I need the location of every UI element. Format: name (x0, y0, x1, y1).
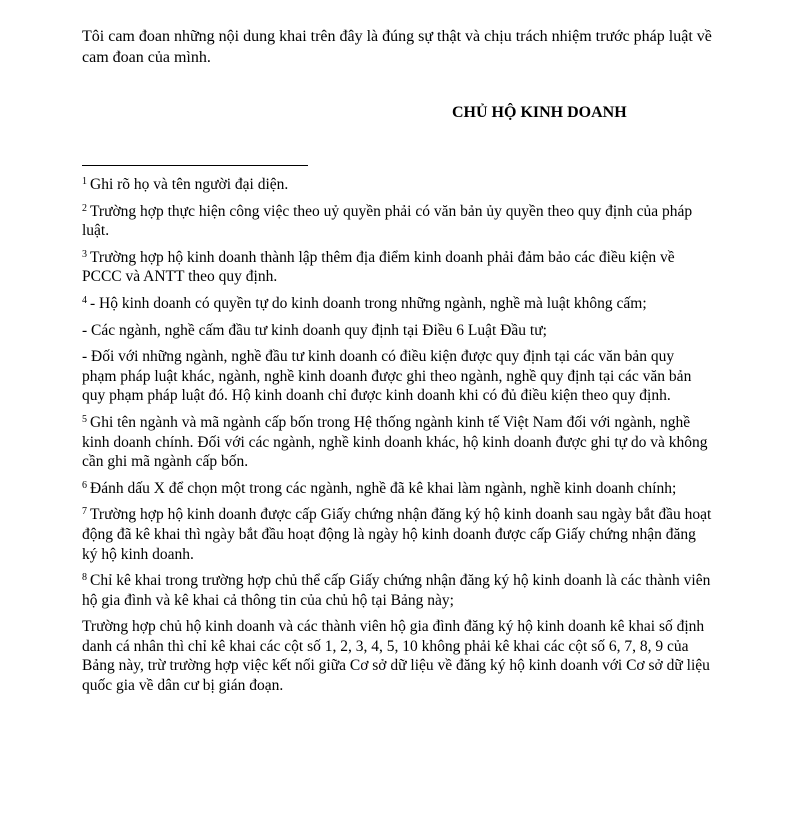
declaration-text: Tôi cam đoan những nội dung khai trên đây là đúng sự thật và chịu trách nhiệm trước pháp luật về cam đoan của mình. (82, 28, 712, 66)
footnote-text: - Hộ kinh doanh có quyền tự do kinh doanh trong những ngành, nghề mà luật không cấm; (90, 294, 647, 312)
footnote-mark: 3 (82, 248, 87, 260)
footnote-text: Trường hợp hộ kinh doanh được cấp Giấy chứng nhận đăng ký hộ kinh doanh sau ngày bắt đầu hoạt động đã kê khai thì ngày bắt đầu hoạt động là ngày hộ kinh doanh được cấp Giấy chứng nhận đăng ký hộ kinh doanh. (82, 506, 712, 563)
footnote-1 (82, 175, 712, 195)
footnote-mark: 1 (82, 176, 87, 187)
footnote-6 (82, 479, 712, 499)
footnote-text: - Đối với những ngành, nghề đầu tư kinh doanh có điều kiện được quy định tại các văn bản quy phạm pháp luật khác, ngành, nghề kinh doanh được ghi theo ngành, nghề quy định tại các văn bản quy phạm pháp luật đó. Hộ kinh doanh chỉ được kinh doanh khi có đủ điều kiện theo quy định. (82, 348, 692, 405)
footnote-separator (82, 165, 308, 166)
footnote-list (82, 175, 712, 703)
footnote-text: Đánh dấu X để chọn một trong các ngành, nghề đã kê khai làm ngành, nghề kinh doanh chính; (90, 479, 677, 497)
footnote-text: - Các ngành, nghề cấm đầu tư kinh doanh quy định tại Điều 6 Luật Đầu tư; (82, 321, 547, 339)
footnote-7 (82, 505, 712, 564)
footnote-text: Trường hợp hộ kinh doanh thành lập thêm địa điểm kinh doanh phải đảm bảo các điều kiện về PCCC và ANTT theo quy định. (82, 248, 675, 286)
footnote-mark: 5 (82, 413, 87, 425)
footnote-4-item-3 (82, 347, 712, 406)
footnote-mark: 7 (82, 506, 87, 518)
footnote-5 (82, 413, 712, 472)
footnote-mark: 2 (82, 202, 87, 214)
footnote-mark: 6 (82, 479, 87, 491)
footnote-8-item-2 (82, 617, 712, 695)
footnote-2 (82, 202, 712, 241)
footnote-text: Trường hợp thực hiện công việc theo uỷ quyền phải có văn bản ủy quyền theo quy định của pháp luật. (82, 202, 693, 240)
footnote-4 (82, 294, 712, 314)
footnote-text: Chỉ kê khai trong trường hợp chủ thể cấp Giấy chứng nhận đăng ký hộ kinh doanh là các thành viên hộ gia đình và kê khai cả thông tin của chủ hộ tại Bảng này; (82, 572, 711, 609)
footnote-8 (82, 571, 712, 610)
footnote-text: Ghi rõ họ và tên người đại diện. (90, 176, 289, 193)
footnote-4-item-2 (82, 321, 712, 341)
document-page (82, 26, 712, 695)
signature-title: CHỦ HỘ KINH DOANH (452, 104, 627, 121)
footnote-mark: 8 (82, 572, 87, 584)
footnote-text: Ghi tên ngành và mã ngành cấp bốn trong Hệ thống ngành kinh tế Việt Nam đối với ngành, nghề kinh doanh chính. Đối với các ngành, nghề kinh doanh khác, hộ kinh doanh được ghi tự do và không cần ghi mã ngành cấp bốn. (82, 413, 708, 471)
footnote-mark: 4 (82, 294, 87, 306)
footnote-3 (82, 248, 712, 287)
footnote-text: Trường hợp chủ hộ kinh doanh và các thành viên hộ gia đình đăng ký hộ kinh doanh kê khai số định danh cá nhân thì chỉ kê khai các cột số 1, 2, 3, 4, 5, 10 không phải kê khai các cột số 6, 7, 8, 9 của Bảng này, trừ trường hợp việc kết nối giữa Cơ sở dữ liệu về đăng ký hộ kinh doanh với Cơ sở dữ liệu quốc gia về dân cư bị gián đoạn. (82, 618, 710, 695)
